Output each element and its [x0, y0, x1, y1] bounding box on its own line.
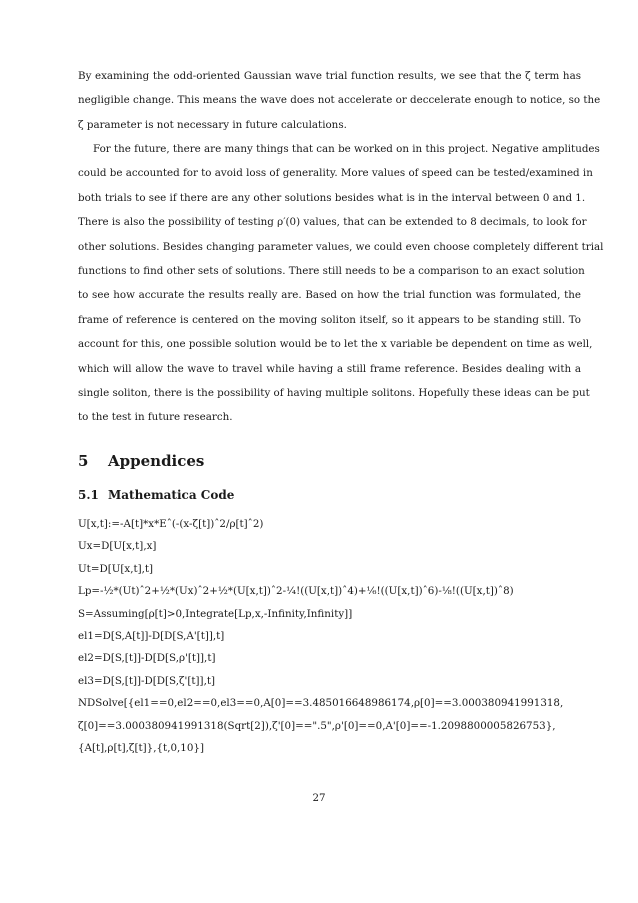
- text-line: to the test in future research.: [78, 411, 233, 424]
- subsection-title: Mathematica Code: [108, 488, 235, 502]
- code-line: S=Assuming[ρ[t]>0,Integrate[Lp,x,-Infinity,Infinity]]: [78, 607, 353, 620]
- text-line: to see how accurate the results really are. Based on how the trial function was formulated, the: [78, 289, 581, 302]
- subsection-heading-mathematica-code: [78, 488, 234, 502]
- text-line: account for this, one possible solution would be to let the x variable be dependent on time as well,: [78, 338, 593, 351]
- text-line: There is also the possibility of testing ρ′(0) values, that can be extended to 8 decimals, to look for: [78, 216, 587, 229]
- text-line: both trials to see if there are any other solutions besides what is in the interval between 0 and 1.: [78, 191, 586, 204]
- code-line: NDSolve[{el1==0,el2==0,el3==0,A[0]==3.485016648986174,ρ[0]==3.000380941991318,: [78, 697, 564, 710]
- subsection-number: 5.1: [78, 488, 99, 502]
- text-line: single soliton, there is the possibility of having multiple solitons. Hopefully these ideas can be put: [78, 387, 590, 400]
- text-line: negligible change. This means the wave does not accelerate or deccelerate enough to notice, so the: [78, 94, 601, 107]
- section-title: Appendices: [108, 452, 205, 470]
- text-line: which will allow the wave to travel while having a still frame reference. Besides dealing with a: [78, 362, 581, 375]
- code-line: el1=D[S,A[t]]-D[D[S,A'[t]],t]: [78, 630, 225, 642]
- code-line: Ux=D[U[x,t],x]: [78, 540, 157, 553]
- text-line: other solutions. Besides changing parameter values, we could even choose completely different trial: [78, 240, 604, 253]
- page-number: 27: [312, 792, 326, 804]
- code-line: {A[t],ρ[t],ζ[t]},{t,0,10}]: [78, 742, 204, 754]
- text-line: For the future, there are many things that can be worked on in this project. Negative amplitudes: [93, 143, 600, 155]
- paragraph-future-work: [78, 137, 604, 430]
- code-line: U[x,t]:=-A[t]*x*Eˆ(-(x-ζ[t])ˆ2/ρ[t]ˆ2): [78, 518, 264, 530]
- text-line: frame of reference is centered on the moving soliton itself, so it appears to be standing still. To: [78, 313, 581, 326]
- paragraph-zeta-term: [78, 64, 601, 137]
- code-line: el3=D[S,[t]]-D[D[S,ζ'[t]],t]: [78, 674, 216, 687]
- section-number: 5: [78, 452, 89, 470]
- code-line: ζ[0]==3.000380941991318(Sqrt[2]),ζ'[0]==".5",ρ'[0]==0,A'[0]==-1.2098800005826753},: [78, 719, 556, 732]
- text-line: ζ parameter is not necessary in future calculations.: [78, 118, 347, 131]
- code-line: Ut=D[U[x,t],t]: [78, 562, 154, 575]
- section-heading-appendices: [78, 452, 204, 470]
- code-line: Lp=-½*(Ut)ˆ2+½*(Ux)ˆ2+½*(U[x,t])ˆ2-¹⁄₄!((U[x,t])ˆ4)+¹⁄₆!((U[x,t])ˆ6)-¹⁄₈!((U[x,t])ˆ8): [78, 585, 514, 598]
- text-line: By examining the odd-oriented Gaussian wave trial function results, we see that the ζ term has: [78, 70, 581, 82]
- text-line: functions to find other sets of solutions. There still needs to be a comparison to an exact solution: [78, 265, 585, 278]
- code-line: el2=D[S,[t]]-D[D[S,ρ'[t]],t]: [78, 652, 216, 665]
- text-line: could be accounted for to avoid loss of generality. More values of speed can be tested/examined in: [78, 167, 593, 180]
